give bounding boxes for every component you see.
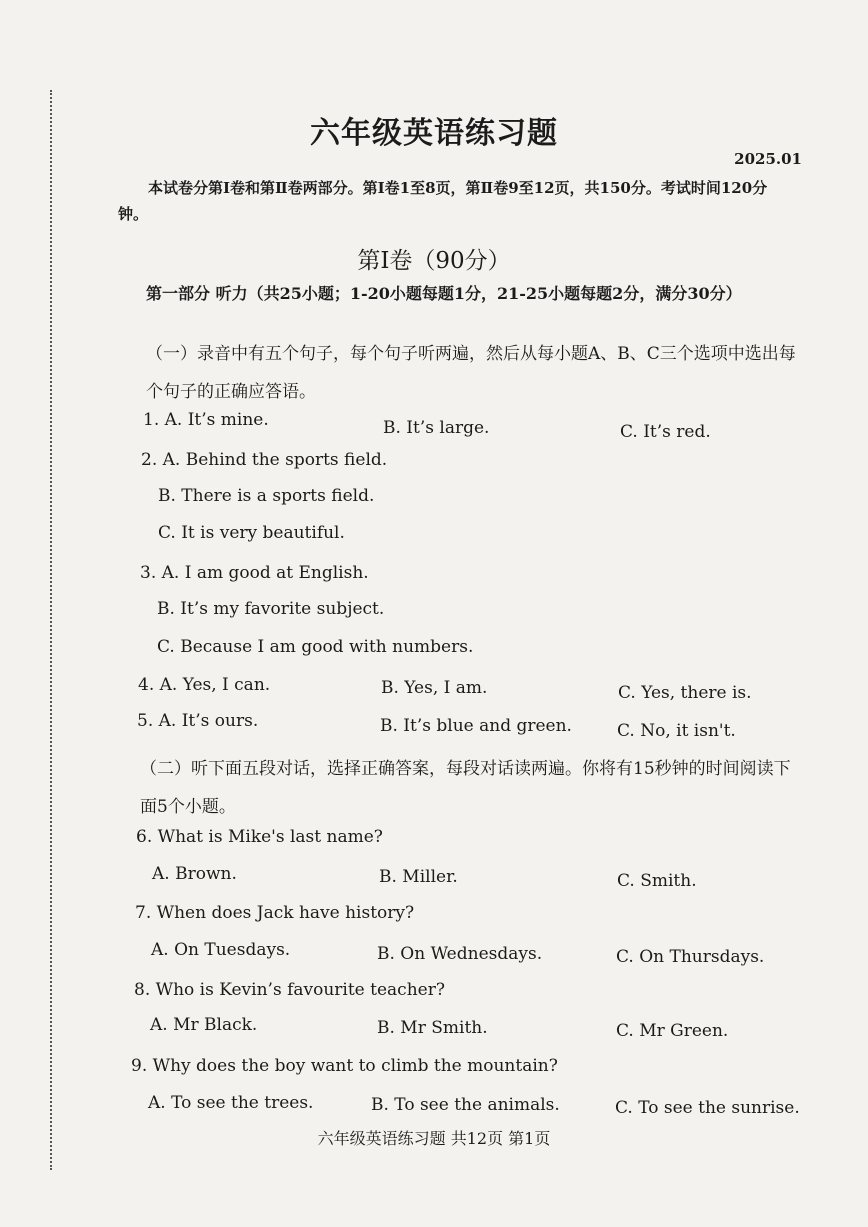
q1-option-a: 1. A. It’s mine. — [143, 410, 269, 430]
q2-option-c: C. It is very beautiful. — [158, 523, 345, 543]
part1-heading: 第一部分 听力（共25小题；1-20小题每题1分，21-25小题每题2分，满分30分） — [146, 284, 742, 303]
page-title: 六年级英语练习题 — [310, 116, 558, 151]
q4-option-c: C. Yes, there is. — [618, 683, 752, 703]
page-footer: 六年级英语练习题 共12页 第1页 — [317, 1129, 551, 1148]
section1-instruction: （一）录音中有五个句子，每个句子听两遍，然后从每小题A、B、C三个选项中选出每个句子的正确应答语。 — [146, 344, 796, 402]
q7-option-b: B. On Wednesdays. — [377, 944, 543, 964]
q9-question: 9. Why does the boy want to climb the mountain? — [131, 1056, 558, 1076]
q1-option-c: C. It’s red. — [620, 422, 711, 442]
q4-option-b: B. Yes, I am. — [381, 678, 488, 698]
q8-option-b: B. Mr Smith. — [377, 1018, 488, 1038]
q7-option-a: A. On Tuesdays. — [151, 940, 291, 960]
volume-title: 第Ⅰ卷（90分） — [357, 248, 511, 274]
section2-instruction: （二）听下面五段对话，选择正确答案，每段对话读两遍。你将有15秒钟的时间阅读下面5个小题。 — [140, 759, 791, 817]
q3-option-b: B. It’s my favorite subject. — [157, 599, 385, 619]
q8-option-a: A. Mr Black. — [150, 1015, 258, 1035]
q2-option-a: 2. A. Behind the sports field. — [141, 450, 388, 470]
q4-option-a: 4. A. Yes, I can. — [138, 675, 271, 695]
exam-date: 2025.01 — [734, 150, 802, 168]
q7-question: 7. When does Jack have history? — [135, 903, 415, 923]
q9-option-a: A. To see the trees. — [148, 1093, 314, 1113]
q3-option-a: 3. A. I am good at English. — [140, 563, 369, 583]
q6-question: 6. What is Mike's last name? — [136, 827, 383, 847]
q7-option-c: C. On Thursdays. — [616, 947, 765, 967]
q9-option-b: B. To see the animals. — [371, 1095, 560, 1115]
q8-question: 8. Who is Kevin’s favourite teacher? — [134, 980, 445, 1000]
q6-option-a: A. Brown. — [152, 864, 237, 884]
q6-option-c: C. Smith. — [617, 871, 697, 891]
q1-option-b: B. It’s large. — [383, 418, 490, 438]
q5-option-c: C. No, it isn't. — [617, 721, 736, 741]
q6-option-b: B. Miller. — [379, 867, 458, 887]
q5-option-a: 5. A. It’s ours. — [137, 711, 259, 731]
q3-option-c: C. Because I am good with numbers. — [157, 637, 474, 657]
q5-option-b: B. It’s blue and green. — [380, 716, 572, 736]
q2-option-b: B. There is a sports field. — [158, 486, 375, 506]
q9-option-c: C. To see the sunrise. — [615, 1098, 800, 1118]
exam-intro: 本试卷分第Ⅰ卷和第Ⅱ卷两部分。第Ⅰ卷1至8页，第Ⅱ卷9至12页，共150分。考试时间120分钟。 — [118, 179, 768, 223]
q8-option-c: C. Mr Green. — [616, 1021, 729, 1041]
